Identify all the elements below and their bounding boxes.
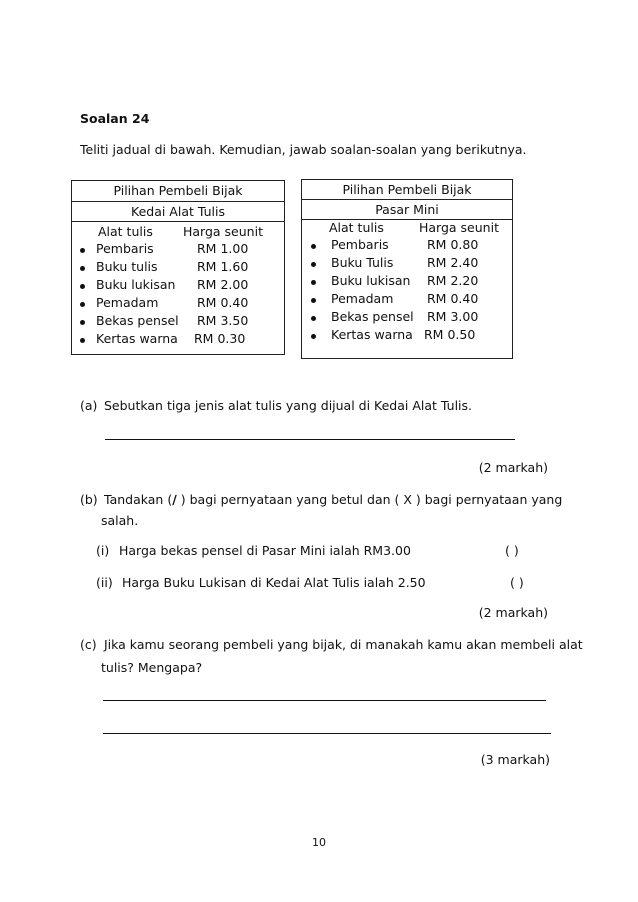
table-row-price: RM 0.80 <box>427 237 479 252</box>
bullet-icon <box>80 338 85 343</box>
table-row-price: RM 2.40 <box>427 255 479 270</box>
table-row-item: Pemadam <box>331 291 394 306</box>
page-number: 10 <box>312 836 326 849</box>
answer-bracket[interactable]: ( ) <box>510 575 524 590</box>
table-row-price: RM 2.00 <box>197 277 249 292</box>
part-a-question: Sebutkan tiga jenis alat tulis yang dijual di Kedai Alat Tulis. <box>104 398 472 413</box>
table-row-item: Kertas warna <box>331 327 413 342</box>
table-row-item: Kertas warna <box>96 331 178 346</box>
part-b-text-before: Tandakan ( <box>104 492 173 507</box>
bullet-icon <box>80 284 85 289</box>
bullet-icon <box>80 302 85 307</box>
table-row-item: Buku lukisan <box>96 277 176 292</box>
bullet-icon <box>311 262 316 267</box>
column-header-item: Alat tulis <box>98 224 153 239</box>
answer-bracket[interactable]: ( ) <box>505 543 519 558</box>
part-b-marks: (2 markah) <box>478 605 548 620</box>
bullet-icon <box>80 266 85 271</box>
table-row-item: Buku lukisan <box>331 273 411 288</box>
table-pasar-mini <box>301 179 513 359</box>
table-row-item: Pembaris <box>96 241 154 256</box>
part-a-marks: (2 markah) <box>478 460 548 475</box>
table-row-price: RM 1.60 <box>197 259 249 274</box>
answer-line[interactable] <box>103 733 551 734</box>
table-row-price: RM 0.40 <box>427 291 479 306</box>
instruction-text: Teliti jadual di bawah. Kemudian, jawab soalan-soalan yang berikutnya. <box>80 142 527 157</box>
table-row-price: RM 0.40 <box>197 295 249 310</box>
part-b-label: (b) <box>80 492 98 507</box>
part-b-text-after: ) bagi pernyataan yang betul dan ( X ) bagi pernyataan yang <box>176 492 563 507</box>
part-c-question-line2: tulis? Mengapa? <box>101 660 203 675</box>
table-row-item: Pemadam <box>96 295 159 310</box>
part-b-item-text: Harga Buku Lukisan di Kedai Alat Tulis ialah 2.50 <box>122 575 426 590</box>
part-c-label: (c) <box>80 637 97 652</box>
table-title: Pilihan Pembeli Bijak <box>72 181 284 202</box>
table-row-item: Bekas pensel <box>331 309 414 324</box>
table-store-name: Pasar Mini <box>302 200 512 220</box>
part-b-instruction-line2: salah. <box>101 513 139 528</box>
part-a-label: (a) <box>80 398 98 413</box>
table-row-price: RM 0.50 <box>424 327 476 342</box>
bullet-icon <box>80 320 85 325</box>
table-store-name: Kedai Alat Tulis <box>72 202 284 222</box>
bullet-icon <box>311 316 316 321</box>
column-header-item: Alat tulis <box>329 220 384 235</box>
table-row-item: Buku tulis <box>96 259 158 274</box>
part-b-item-text: Harga bekas pensel di Pasar Mini ialah RM3.00 <box>119 543 411 558</box>
part-c-marks: (3 markah) <box>480 752 550 767</box>
table-row-item: Buku Tulis <box>331 255 394 270</box>
question-title: Soalan 24 <box>80 111 150 126</box>
table-row-item: Pembaris <box>331 237 389 252</box>
table-title: Pilihan Pembeli Bijak <box>302 180 512 200</box>
part-b-instruction <box>104 492 562 507</box>
table-row-price: RM 0.30 <box>194 331 246 346</box>
table-row-price: RM 2.20 <box>427 273 479 288</box>
part-c-question-line1: Jika kamu seorang pembeli yang bijak, di manakah kamu akan membeli alat <box>104 637 583 652</box>
bullet-icon <box>311 298 316 303</box>
part-b-item-label: (i) <box>96 543 110 558</box>
column-header-price: Harga seunit <box>183 224 263 239</box>
bullet-icon <box>311 334 316 339</box>
table-row-item: Bekas pensel <box>96 313 179 328</box>
answer-line[interactable] <box>105 439 515 440</box>
column-header-price: Harga seunit <box>419 220 499 235</box>
bullet-icon <box>80 248 85 253</box>
answer-line[interactable] <box>103 700 546 701</box>
tick-icon: ∕ <box>172 492 177 507</box>
table-row-price: RM 1.00 <box>197 241 249 256</box>
part-b-item-label: (ii) <box>96 575 113 590</box>
bullet-icon <box>311 280 316 285</box>
bullet-icon <box>311 244 316 249</box>
table-kedai-alat-tulis <box>71 180 285 355</box>
table-row-price: RM 3.50 <box>197 313 249 328</box>
table-row-price: RM 3.00 <box>427 309 479 324</box>
